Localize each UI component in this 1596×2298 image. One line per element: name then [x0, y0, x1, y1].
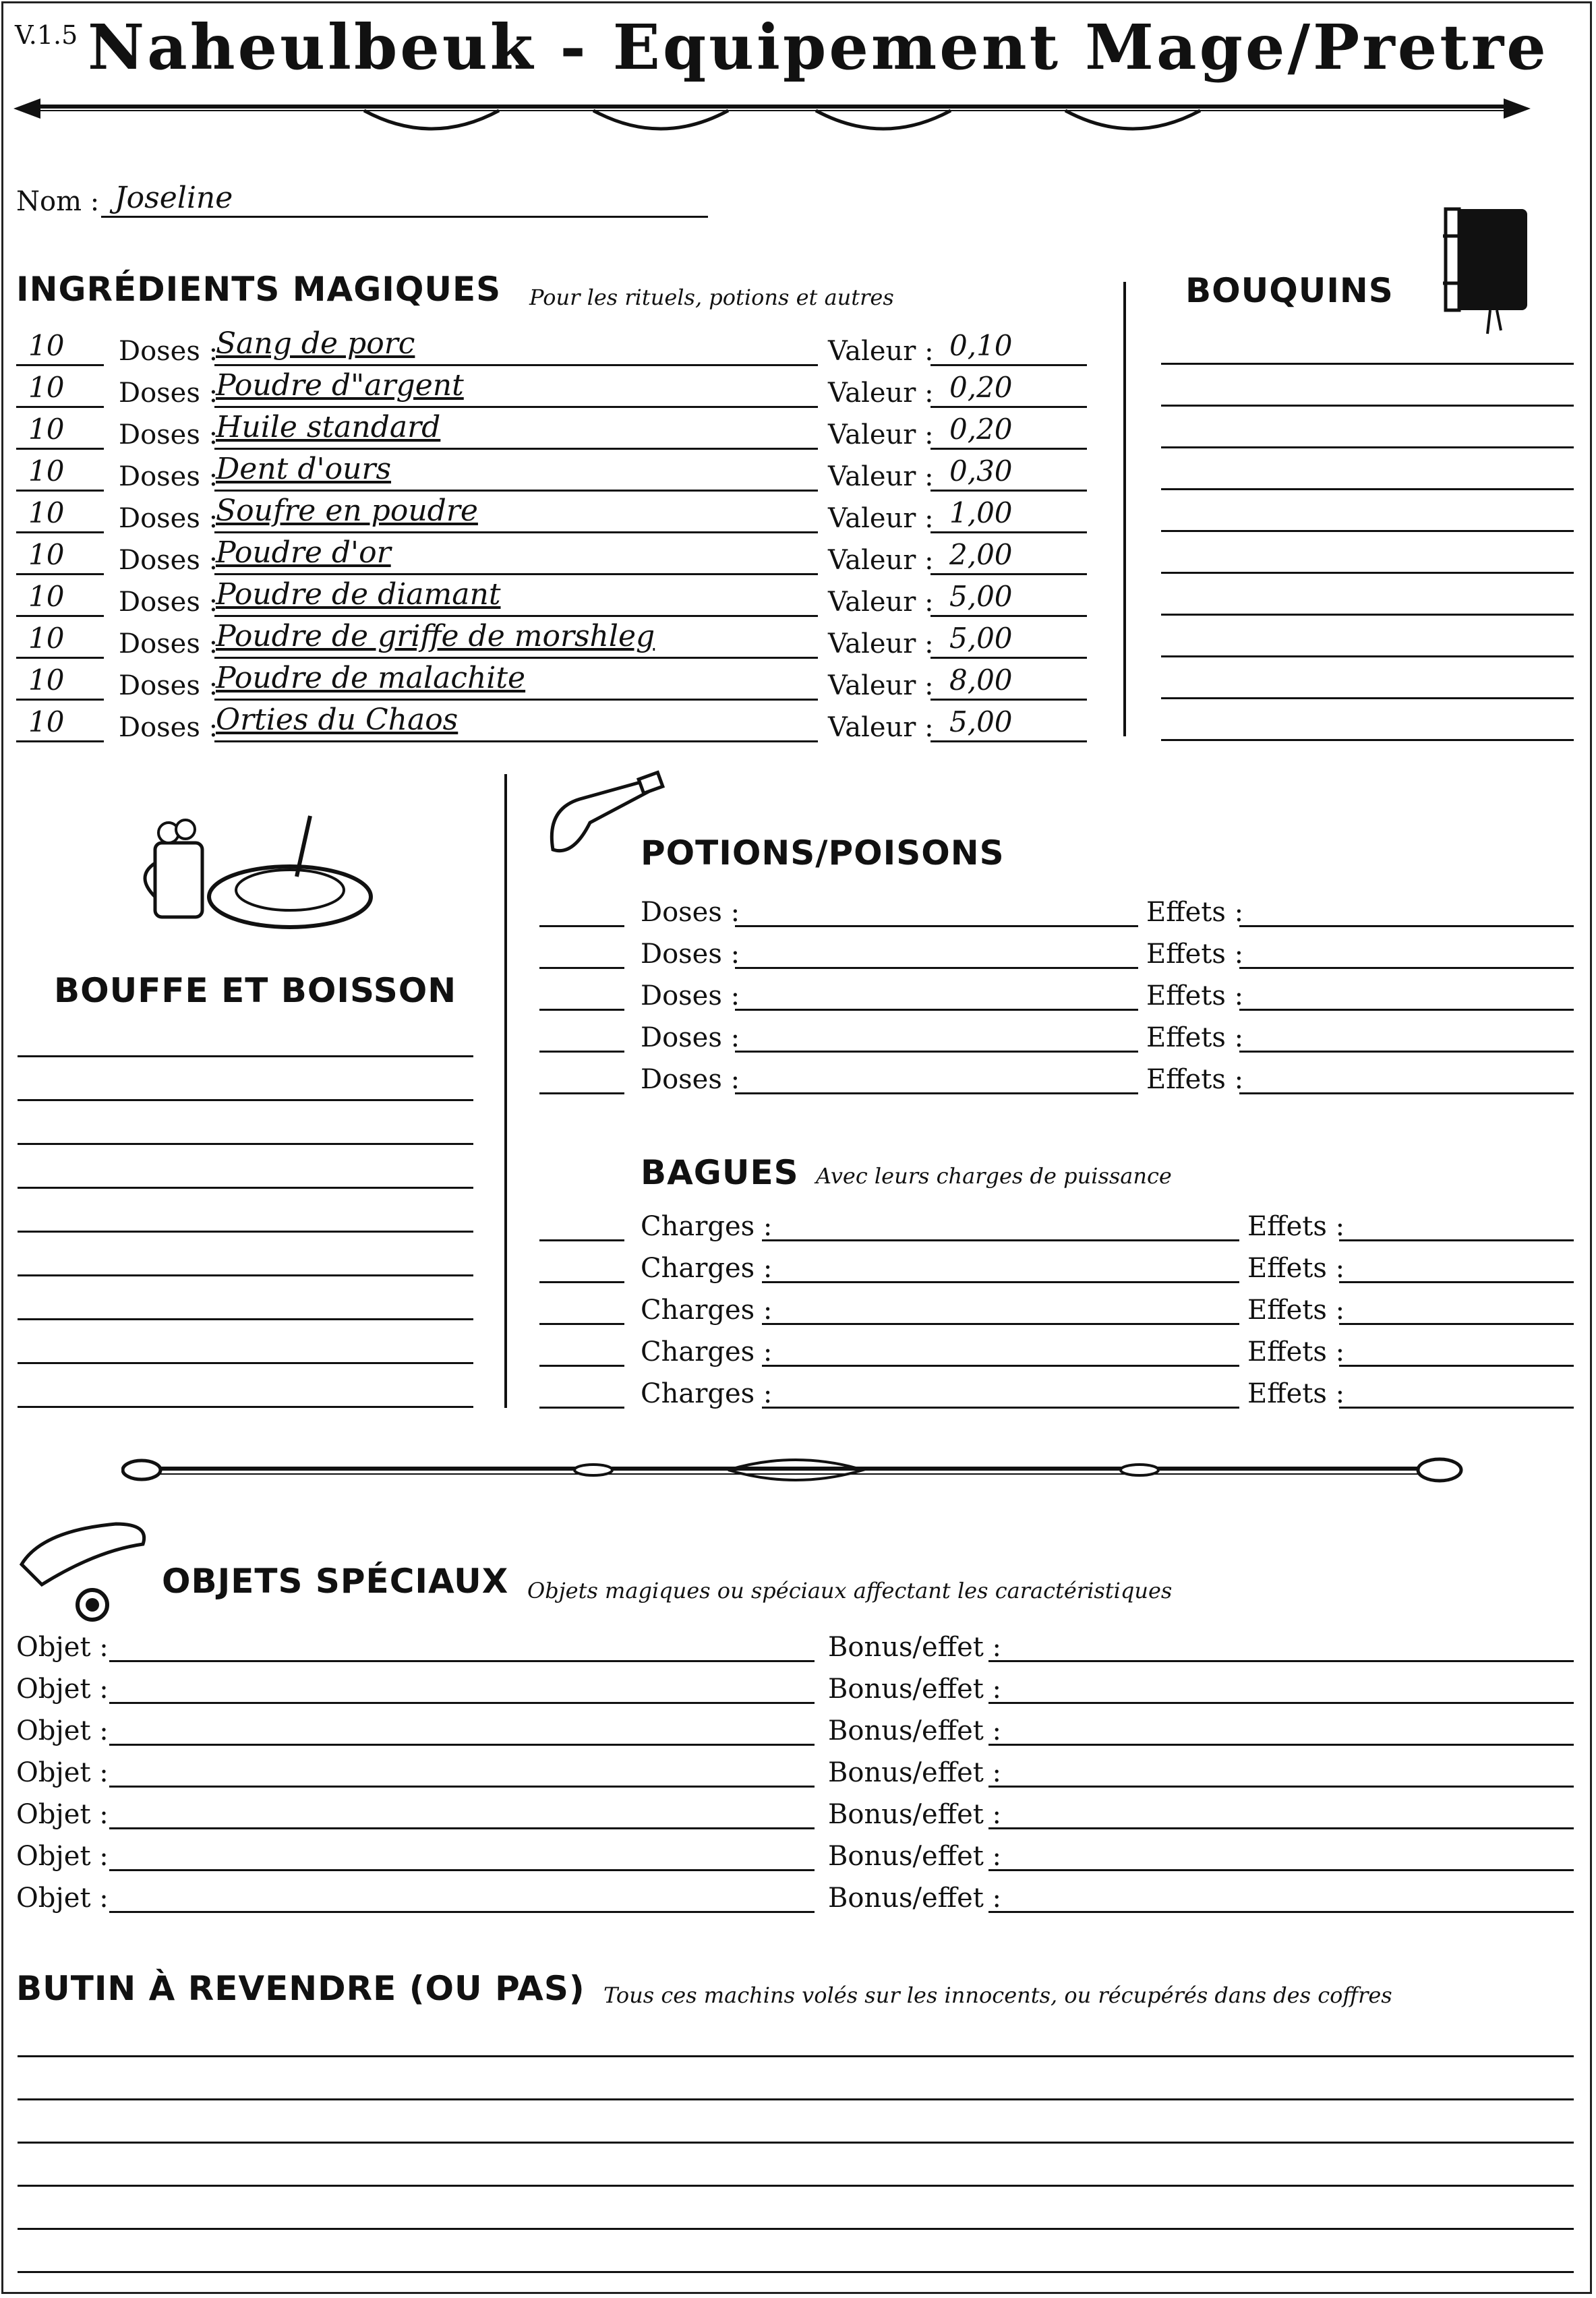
potion-doses-label: Doses :	[641, 1022, 740, 1053]
ingredient-value-line	[930, 531, 1087, 533]
ingredient-name-line	[214, 448, 818, 450]
ring-charges-label: Charges :	[641, 1253, 773, 1284]
ring-qty-line[interactable]	[539, 1407, 624, 1409]
special-bonus-label: Bonus/effet :	[828, 1757, 1002, 1788]
ingredient-qty[interactable]: 10	[28, 329, 65, 362]
ring-effects-line[interactable]	[1339, 1281, 1574, 1283]
ingredient-value[interactable]: 5,00	[949, 622, 1013, 655]
bouquins-line[interactable]	[1161, 446, 1574, 448]
special-subtitle: Objets magiques ou spéciaux affectant les caractéristiques	[527, 1578, 1173, 1603]
sheet-title: Naheulbeuk - Equipement Mage/Pretre	[88, 11, 1549, 84]
special-bonus-label: Bonus/effet :	[828, 1715, 1002, 1746]
name-value[interactable]: Joseline	[115, 181, 233, 215]
food-line[interactable]	[18, 1231, 473, 1233]
ingredient-value-line	[930, 448, 1087, 450]
ingredient-value-label: Valeur :	[828, 587, 934, 618]
special-object-line[interactable]	[109, 1744, 815, 1746]
special-bonus-line[interactable]	[988, 1786, 1574, 1788]
ingredient-name[interactable]: Sang de porc	[216, 326, 415, 361]
special-object-label: Objet :	[16, 1841, 109, 1872]
potion-effects-line[interactable]	[1239, 925, 1574, 927]
bouquins-line[interactable]	[1161, 572, 1574, 574]
ingredient-qty[interactable]: 10	[28, 371, 65, 404]
ingredient-name-line	[214, 364, 818, 366]
ingredient-value-label: Valeur :	[828, 336, 934, 367]
ingredient-value-line	[930, 699, 1087, 701]
ingredient-value-label: Valeur :	[828, 670, 934, 701]
bouquins-line[interactable]	[1161, 739, 1574, 741]
ingredient-value-line	[930, 406, 1087, 408]
food-line[interactable]	[18, 1362, 473, 1364]
potion-qty-line[interactable]	[539, 1051, 624, 1053]
special-bonus-line[interactable]	[988, 1911, 1574, 1913]
food-line[interactable]	[18, 1187, 473, 1189]
special-object-label: Objet :	[16, 1715, 109, 1746]
special-object-label: Objet :	[16, 1632, 109, 1663]
ingredient-doses-label: Doses :	[119, 712, 218, 743]
ingredient-value-label: Valeur :	[828, 419, 934, 450]
ingredient-value-label: Valeur :	[828, 378, 934, 409]
ring-charges-label: Charges :	[641, 1378, 773, 1409]
ingredient-name-line	[214, 490, 818, 492]
potion-effects-line[interactable]	[1239, 1051, 1574, 1053]
ring-charges-label: Charges :	[641, 1336, 773, 1367]
food-line[interactable]	[18, 1406, 473, 1408]
loot-line[interactable]	[18, 2055, 1574, 2057]
ingredient-value[interactable]: 0,20	[949, 413, 1013, 446]
ingredient-name[interactable]: Soufre en poudre	[216, 494, 478, 528]
special-bonus-label: Bonus/effet :	[828, 1883, 1002, 1914]
special-object-label: Objet :	[16, 1757, 109, 1788]
potion-doses-label: Doses :	[641, 939, 740, 970]
special-bonus-line[interactable]	[988, 1660, 1574, 1662]
potion-doses-line[interactable]	[735, 967, 1138, 969]
ring-effects-label: Effets :	[1247, 1295, 1345, 1326]
ring-effects-line[interactable]	[1339, 1365, 1574, 1367]
potion-qty-line[interactable]	[539, 967, 624, 969]
special-bonus-line[interactable]	[988, 1744, 1574, 1746]
ring-qty-line[interactable]	[539, 1281, 624, 1283]
loot-line[interactable]	[18, 2271, 1574, 2273]
potion-doses-label: Doses :	[641, 1064, 740, 1095]
special-object-line[interactable]	[109, 1702, 815, 1704]
bouquins-line[interactable]	[1161, 405, 1574, 407]
ingredient-value[interactable]: 2,00	[949, 538, 1013, 571]
ring-charges-line[interactable]	[762, 1239, 1239, 1241]
ring-charges-label: Charges :	[641, 1211, 773, 1242]
ingredient-value[interactable]: 0,20	[949, 371, 1013, 404]
ring-effects-line[interactable]	[1339, 1239, 1574, 1241]
ingredient-value[interactable]: 5,00	[949, 580, 1013, 613]
special-object-line[interactable]	[109, 1827, 815, 1829]
ingredient-doses-label: Doses :	[119, 378, 218, 409]
ring-effects-line[interactable]	[1339, 1323, 1574, 1325]
ingredient-value-line	[930, 364, 1087, 366]
ingredient-name-line	[214, 573, 818, 575]
ingredient-name-line	[214, 699, 818, 701]
ingredient-qty[interactable]: 10	[28, 496, 65, 529]
scroll-ring-icon	[15, 1510, 156, 1625]
special-object-label: Objet :	[16, 1883, 109, 1914]
ring-effects-line[interactable]	[1339, 1407, 1574, 1409]
ingredient-qty[interactable]: 10	[28, 664, 65, 697]
ingredient-qty-line	[16, 699, 104, 701]
potion-effects-label: Effets :	[1146, 980, 1244, 1011]
ring-charges-line[interactable]	[762, 1323, 1239, 1325]
ingredient-qty-line	[16, 615, 104, 617]
potion-effects-label: Effets :	[1146, 939, 1244, 970]
bouquins-line[interactable]	[1161, 697, 1574, 699]
ingredient-name[interactable]: Dent d'ours	[216, 452, 392, 486]
special-object-line[interactable]	[109, 1660, 815, 1662]
ingredient-qty-line	[16, 490, 104, 492]
ingredient-qty-line	[16, 531, 104, 533]
potion-effects-label: Effets :	[1146, 897, 1244, 928]
potion-doses-label: Doses :	[641, 980, 740, 1011]
food-line[interactable]	[18, 1318, 473, 1320]
ingredients-divider	[1123, 282, 1126, 736]
ingredient-qty-line	[16, 740, 104, 742]
ring-qty-line[interactable]	[539, 1323, 624, 1325]
ingredient-value[interactable]: 0,30	[949, 454, 1013, 488]
ingredient-qty[interactable]: 10	[28, 413, 65, 446]
potion-effects-line[interactable]	[1239, 1092, 1574, 1094]
ingredient-qty-line	[16, 364, 104, 366]
ingredient-name-line	[214, 657, 818, 659]
potion-doses-line[interactable]	[735, 925, 1138, 927]
food-icon	[135, 802, 378, 944]
ingredient-qty-line	[16, 406, 104, 408]
ring-qty-line[interactable]	[539, 1365, 624, 1367]
special-bonus-line[interactable]	[988, 1869, 1574, 1871]
rings-subtitle: Avec leurs charges de puissance	[816, 1163, 1172, 1189]
potion-effects-line[interactable]	[1239, 967, 1574, 969]
potion-doses-line[interactable]	[735, 1092, 1138, 1094]
ingredient-name[interactable]: Huile standard	[216, 410, 441, 444]
ingredient-doses-label: Doses :	[119, 628, 218, 659]
ingredient-value-line	[930, 490, 1087, 492]
food-title: BOUFFE ET BOISSON	[54, 971, 457, 1010]
ring-effects-label: Effets :	[1247, 1211, 1345, 1242]
food-line[interactable]	[18, 1274, 473, 1276]
bouquins-line[interactable]	[1161, 488, 1574, 490]
ingredient-value-line	[930, 573, 1087, 575]
ingredient-name[interactable]: Poudre de malachite	[216, 661, 526, 695]
rings-title: BAGUES	[641, 1153, 799, 1192]
ingredient-value-label: Valeur :	[828, 461, 934, 492]
special-bonus-label: Bonus/effet :	[828, 1674, 1002, 1705]
ingredient-name-line	[214, 531, 818, 533]
ingredients-title: INGRÉDIENTS MAGIQUES	[16, 270, 502, 309]
potions-title: POTIONS/POISONS	[641, 833, 1005, 873]
ingredient-value-line	[930, 657, 1087, 659]
ingredient-value[interactable]: 1,00	[949, 496, 1013, 529]
loot-line[interactable]	[18, 2228, 1574, 2230]
ingredient-value-label: Valeur :	[828, 712, 934, 743]
loot-subtitle: Tous ces machins volés sur les innocents, ou récupérés dans des coffres	[603, 1982, 1392, 2008]
ring-charges-label: Charges :	[641, 1295, 773, 1326]
potion-doses-line[interactable]	[735, 1051, 1138, 1053]
spear-divider-top	[13, 86, 1531, 147]
ingredient-qty[interactable]: 10	[28, 705, 65, 738]
ingredient-value[interactable]: 8,00	[949, 664, 1013, 697]
special-object-line[interactable]	[109, 1911, 815, 1913]
loot-line[interactable]	[18, 2185, 1574, 2187]
special-object-label: Objet :	[16, 1799, 109, 1830]
ingredient-qty[interactable]: 10	[28, 538, 65, 571]
special-bonus-line[interactable]	[988, 1827, 1574, 1829]
ingredient-doses-label: Doses :	[119, 336, 218, 367]
ingredient-value-label: Valeur :	[828, 545, 934, 576]
special-title: OBJETS SPÉCIAUX	[162, 1562, 509, 1601]
potion-qty-line[interactable]	[539, 1009, 624, 1011]
ingredient-qty-line	[16, 448, 104, 450]
bouquins-line[interactable]	[1161, 655, 1574, 657]
ring-effects-label: Effets :	[1247, 1336, 1345, 1367]
potion-qty-line[interactable]	[539, 925, 624, 927]
special-object-label: Objet :	[16, 1674, 109, 1705]
special-bonus-label: Bonus/effet :	[828, 1632, 1002, 1663]
ring-charges-line[interactable]	[762, 1281, 1239, 1283]
ingredient-doses-label: Doses :	[119, 461, 218, 492]
ingredient-value[interactable]: 0,10	[949, 329, 1013, 362]
ingredient-doses-label: Doses :	[119, 419, 218, 450]
potion-qty-line[interactable]	[539, 1092, 624, 1094]
ingredient-doses-label: Doses :	[119, 503, 218, 534]
ingredient-name-line	[214, 615, 818, 617]
ingredient-name[interactable]: Orties du Chaos	[216, 703, 459, 737]
name-line	[101, 216, 708, 218]
loot-line[interactable]	[18, 2142, 1574, 2144]
ingredient-name[interactable]: Poudre d'or	[216, 535, 391, 570]
ingredient-value-label: Valeur :	[828, 628, 934, 659]
staff-divider	[121, 1443, 1463, 1497]
bouquins-line[interactable]	[1161, 530, 1574, 532]
book-icon	[1436, 196, 1544, 337]
special-object-line[interactable]	[109, 1786, 815, 1788]
ingredients-subtitle: Pour les rituels, potions et autres	[529, 285, 894, 310]
potion-doses-line[interactable]	[735, 1009, 1138, 1011]
ring-qty-line[interactable]	[539, 1239, 624, 1241]
ingredient-qty[interactable]: 10	[28, 454, 65, 488]
ingredient-name-line	[214, 406, 818, 408]
food-line[interactable]	[18, 1099, 473, 1101]
ingredient-value[interactable]: 5,00	[949, 705, 1013, 738]
potion-doses-label: Doses :	[641, 897, 740, 928]
ingredient-qty-line	[16, 573, 104, 575]
food-line[interactable]	[18, 1143, 473, 1145]
ingredient-qty[interactable]: 10	[28, 580, 65, 613]
ingredient-value-line	[930, 615, 1087, 617]
ingredient-name[interactable]: Poudre d"argent	[216, 368, 464, 403]
food-divider	[504, 774, 507, 1408]
loot-line[interactable]	[18, 2098, 1574, 2100]
ingredient-value-label: Valeur :	[828, 503, 934, 534]
food-line[interactable]	[18, 1055, 473, 1057]
ingredient-name[interactable]: Poudre de diamant	[216, 577, 501, 612]
ring-effects-label: Effets :	[1247, 1253, 1345, 1284]
ring-charges-line[interactable]	[762, 1365, 1239, 1367]
ingredient-doses-label: Doses :	[119, 587, 218, 618]
potion-effects-label: Effets :	[1146, 1064, 1244, 1095]
ingredient-doses-label: Doses :	[119, 545, 218, 576]
version-label: V.1.5	[15, 20, 78, 50]
ingredient-doses-label: Doses :	[119, 670, 218, 701]
bouquins-title: BOUQUINS	[1185, 271, 1394, 310]
bouquins-line[interactable]	[1161, 614, 1574, 616]
ingredient-name-line	[214, 740, 818, 742]
ingredient-name[interactable]: Poudre de griffe de morshleg	[216, 619, 655, 653]
loot-title: BUTIN À REVENDRE (OU PAS)	[16, 1969, 585, 2008]
special-bonus-label: Bonus/effet :	[828, 1799, 1002, 1830]
ingredient-value-line	[930, 740, 1087, 742]
special-bonus-line[interactable]	[988, 1702, 1574, 1704]
ingredient-qty[interactable]: 10	[28, 622, 65, 655]
special-object-line[interactable]	[109, 1869, 815, 1871]
special-bonus-label: Bonus/effet :	[828, 1841, 1002, 1872]
ring-effects-label: Effets :	[1247, 1378, 1345, 1409]
potion-effects-line[interactable]	[1239, 1009, 1574, 1011]
bouquins-line[interactable]	[1161, 363, 1574, 365]
ring-charges-line[interactable]	[762, 1407, 1239, 1409]
potion-effects-label: Effets :	[1146, 1022, 1244, 1053]
ingredient-qty-line	[16, 657, 104, 659]
name-label: Nom :	[16, 186, 100, 217]
